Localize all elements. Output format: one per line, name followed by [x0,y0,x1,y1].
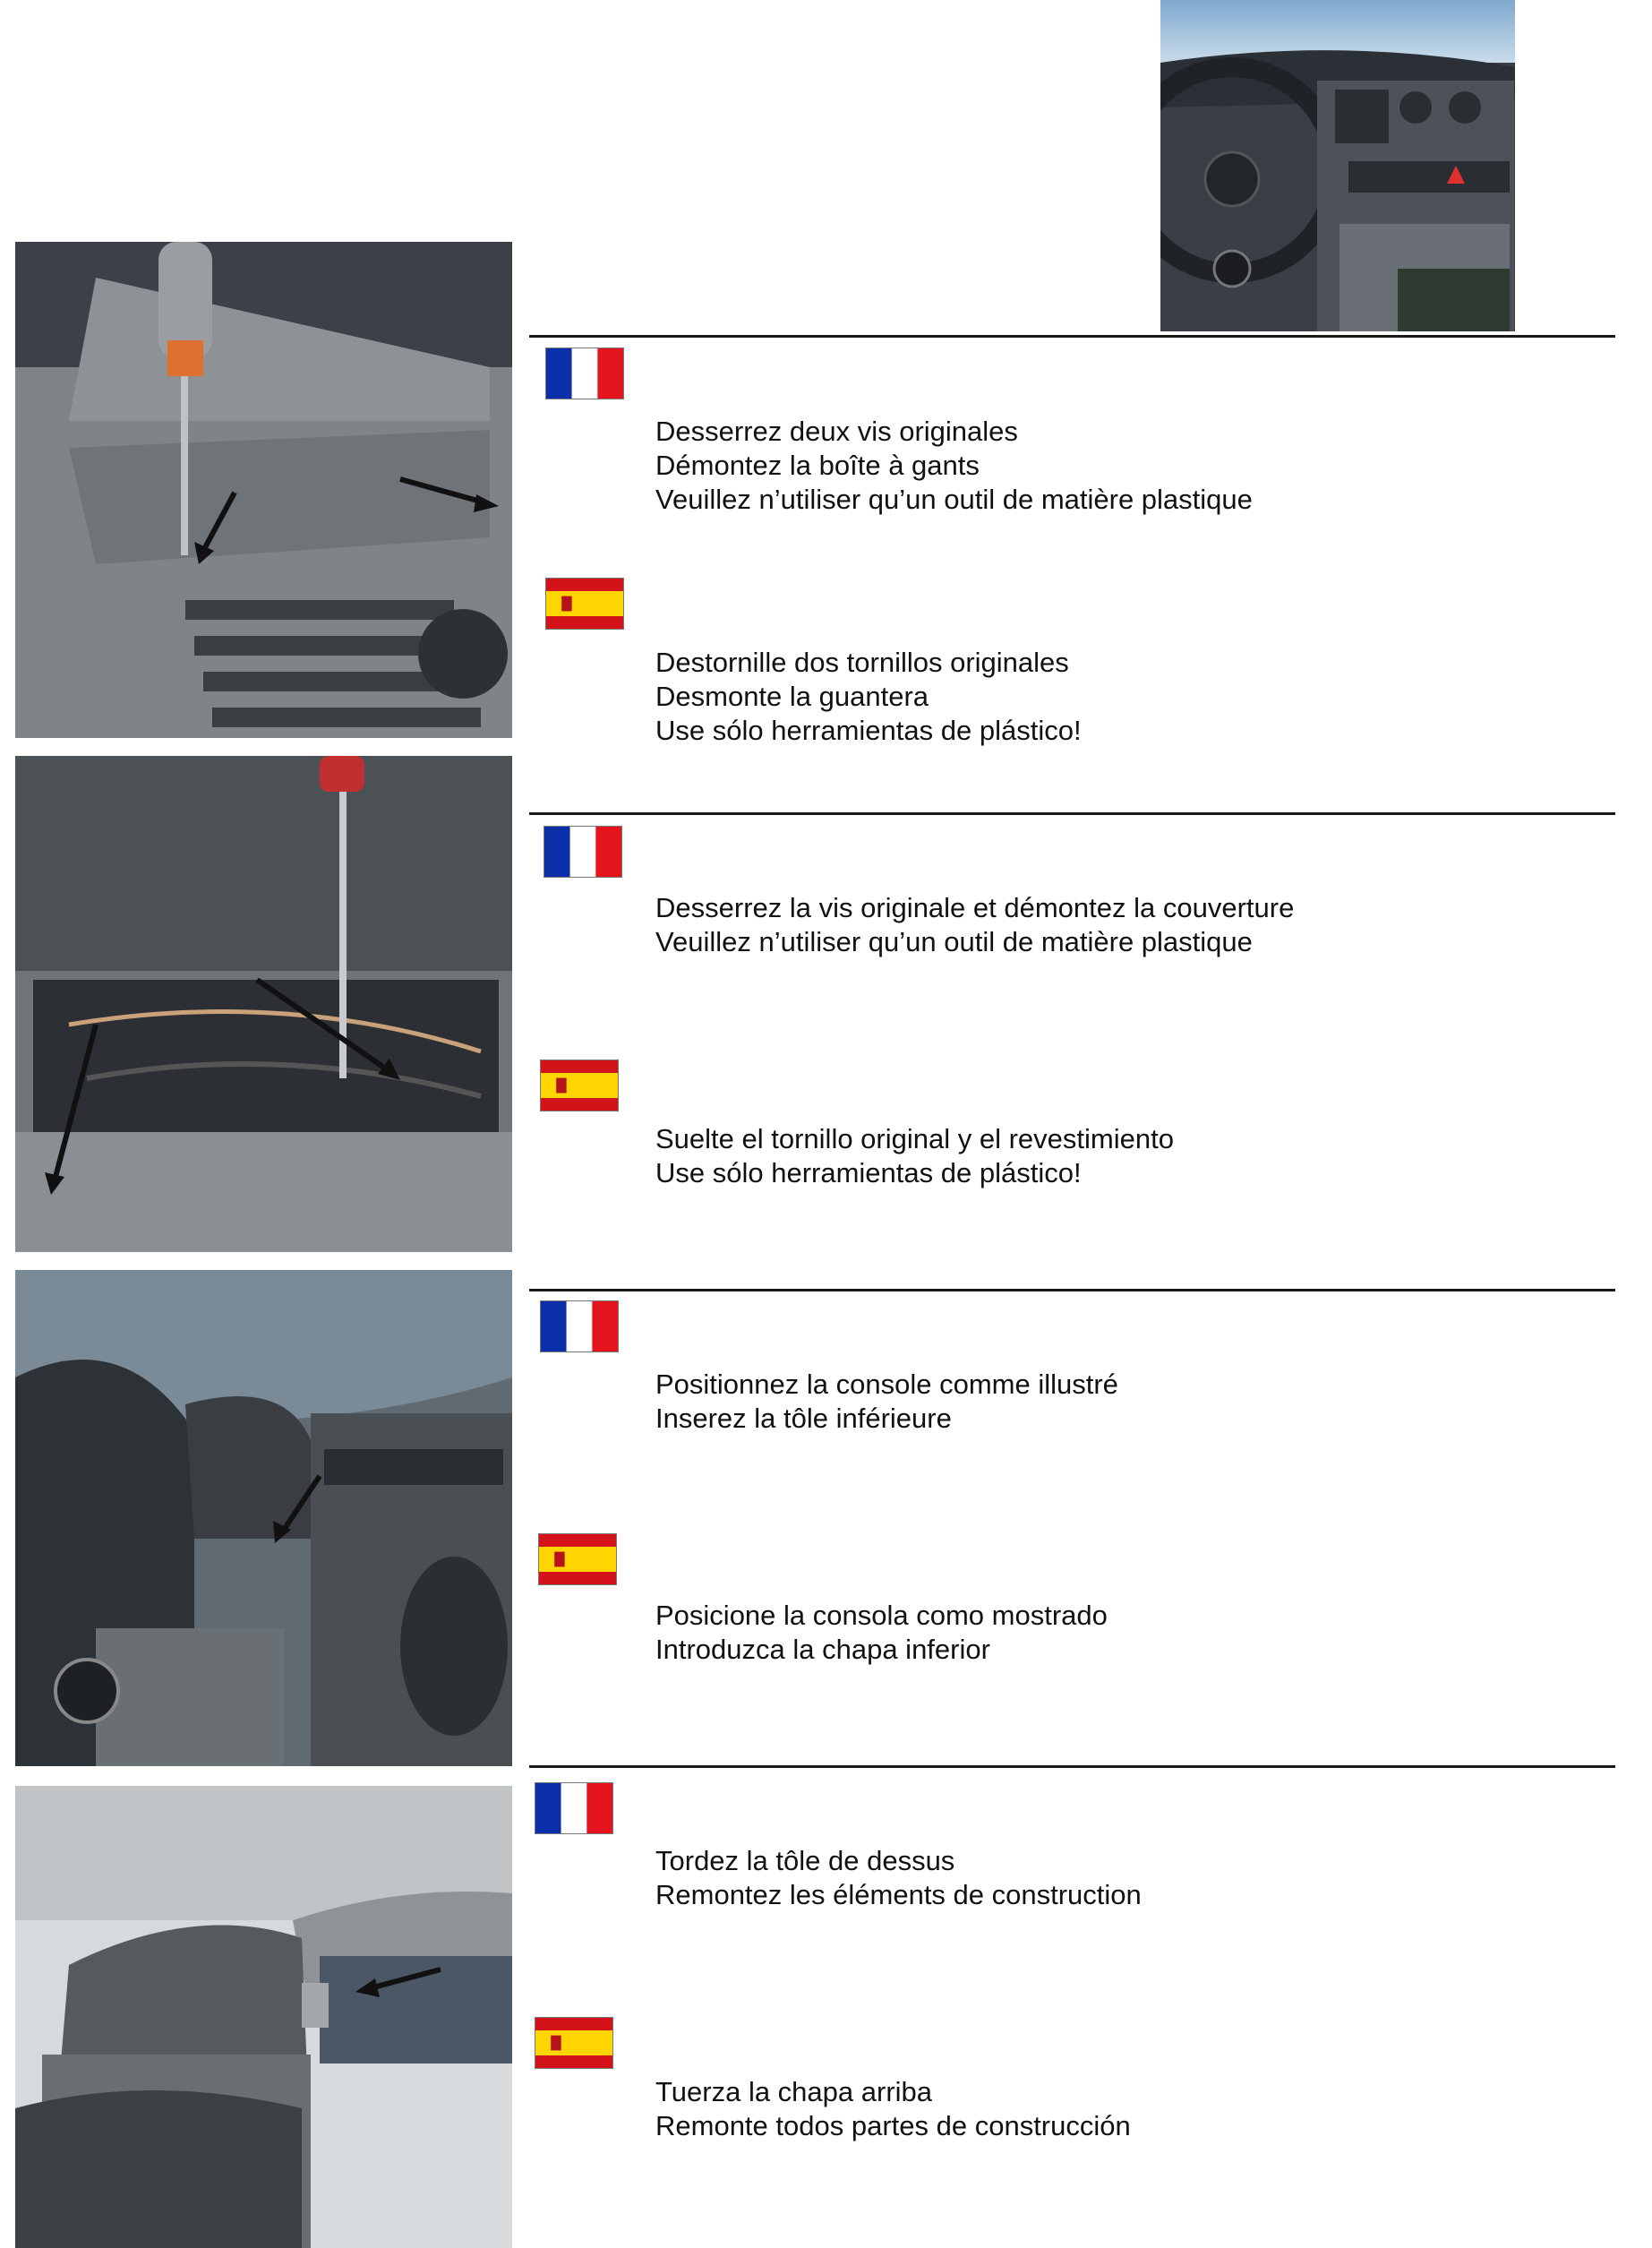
french-flag-icon [535,1782,613,1834]
step-4-photo [15,1786,512,2248]
spanish-flag-icon [538,1533,617,1585]
french-flag-icon [545,347,624,399]
step-3-divider [529,1289,1615,1291]
french-flag-icon [544,826,622,878]
step-4-divider [529,1765,1615,1768]
step-3-spanish-text: Posicione la consola como mostrado Introduzca la chapa inferior [655,1600,1108,1665]
spanish-flag-icon [535,2017,613,2069]
step-1-divider [529,335,1615,338]
step-2-photo [15,756,512,1252]
step-2-french-text: Desserrez la vis originale et démontez la couverture Veuillez n’utiliser qu’un outil de matière plastique [655,892,1295,957]
step-1-photo [15,242,512,738]
spanish-flag-icon [545,578,624,630]
step-2-spanish-text: Suelte el tornillo original y el revestimiento Use sólo herramientas de plástico! [655,1123,1174,1188]
step-3-french-text: Positionnez la console comme illustré Inserez la tôle inférieure [655,1369,1118,1434]
spanish-flag-icon [540,1060,619,1111]
step-4-french-text: Tordez la tôle de dessus Remontez les éléments de construction [655,1845,1142,1910]
step-1-french-text: Desserrez deux vis originales Démontez la boîte à gants Veuillez n’utiliser qu’un outil de matière plastique [655,416,1253,515]
step-1-spanish-text: Destornille dos tornillos originales Desmonte la guantera Use sólo herramientas de plástico! [655,647,1082,746]
step-3-photo [15,1270,512,1766]
header-dashboard-photo [1160,0,1515,331]
step-2-divider [529,812,1615,815]
step-4-spanish-text: Tuerza la chapa arriba Remonte todos partes de construcción [655,2076,1131,2141]
french-flag-icon [540,1300,619,1352]
